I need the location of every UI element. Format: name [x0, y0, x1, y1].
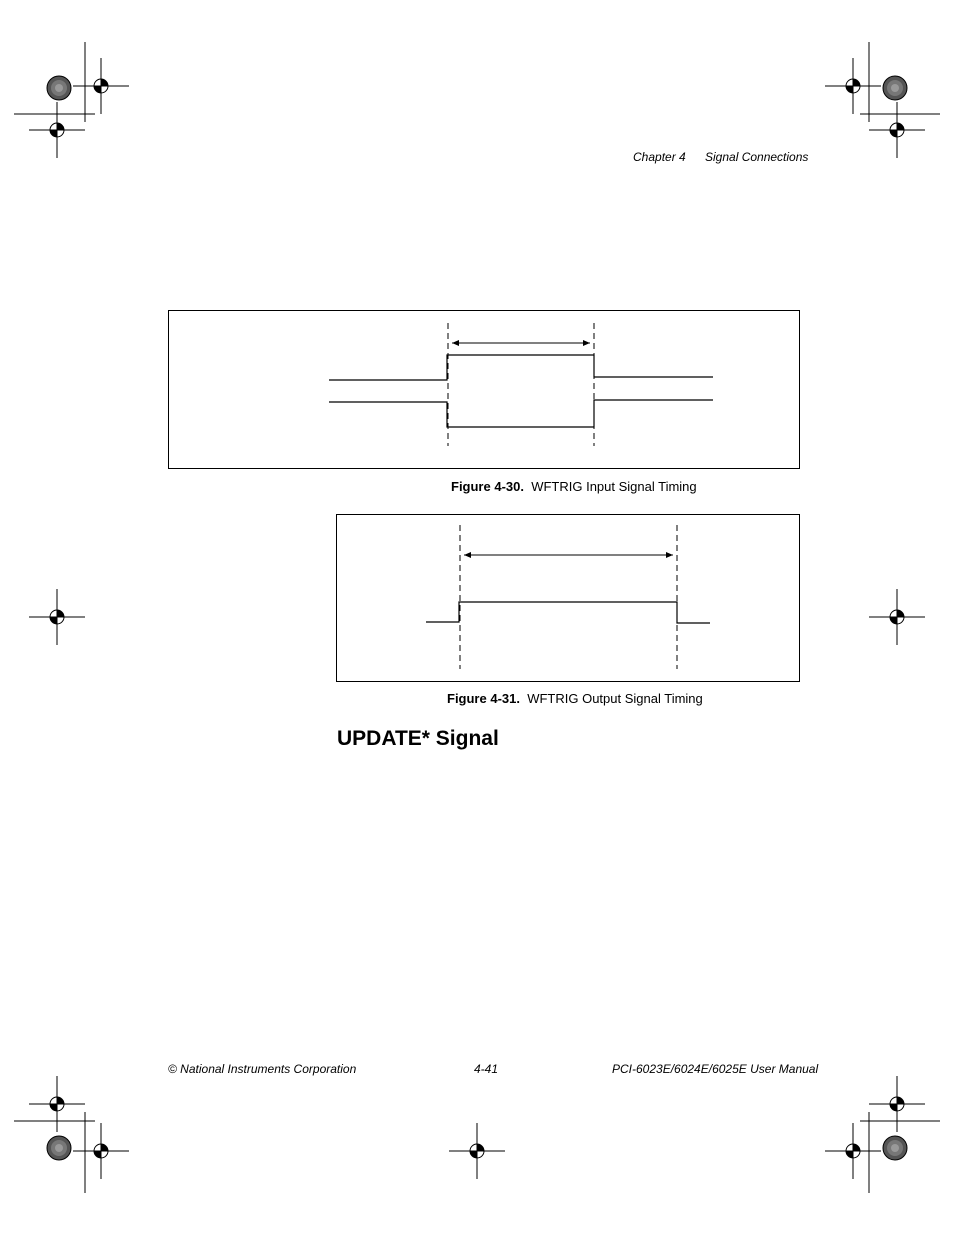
crosshair-icon — [73, 58, 129, 114]
figure-4-30-box — [168, 310, 800, 469]
header-chapter: Chapter 4 — [633, 150, 686, 164]
star-target-icon — [883, 76, 907, 100]
crosshair-icon — [825, 1123, 881, 1179]
figure-4-30-caption — [451, 479, 697, 494]
section-title: UPDATE* Signal — [337, 727, 499, 750]
header-section: Signal Connections — [705, 150, 809, 164]
footer-copyright: © National Instruments Corporation — [168, 1062, 357, 1076]
figure-number: Figure 4-30. — [451, 479, 524, 494]
figure-title: WFTRIG Output Signal Timing — [527, 691, 703, 706]
footer-manual-title: PCI-6023E/6024E/6025E User Manual — [612, 1062, 819, 1076]
figure-4-31-box — [336, 514, 800, 682]
figure-4-31-caption — [447, 691, 703, 706]
wftrig-input-timing-diagram — [169, 311, 799, 468]
crosshair-icon — [449, 1123, 505, 1179]
star-target-icon — [883, 1136, 907, 1160]
crosshair-icon — [73, 1123, 129, 1179]
crosshair-icon — [869, 1076, 925, 1132]
figure-title: WFTRIG Input Signal Timing — [531, 479, 697, 494]
crosshair-icon — [869, 102, 925, 158]
crosshair-icon — [29, 589, 85, 645]
star-target-icon — [47, 1136, 71, 1160]
figure-number: Figure 4-31. — [447, 691, 520, 706]
crosshair-icon — [869, 589, 925, 645]
star-target-icon — [47, 76, 71, 100]
crosshair-icon — [29, 102, 85, 158]
crosshair-icon — [29, 1076, 85, 1132]
wftrig-output-timing-diagram — [337, 515, 799, 681]
footer-page-number: 4-41 — [474, 1062, 499, 1076]
crosshair-icon — [825, 58, 881, 114]
